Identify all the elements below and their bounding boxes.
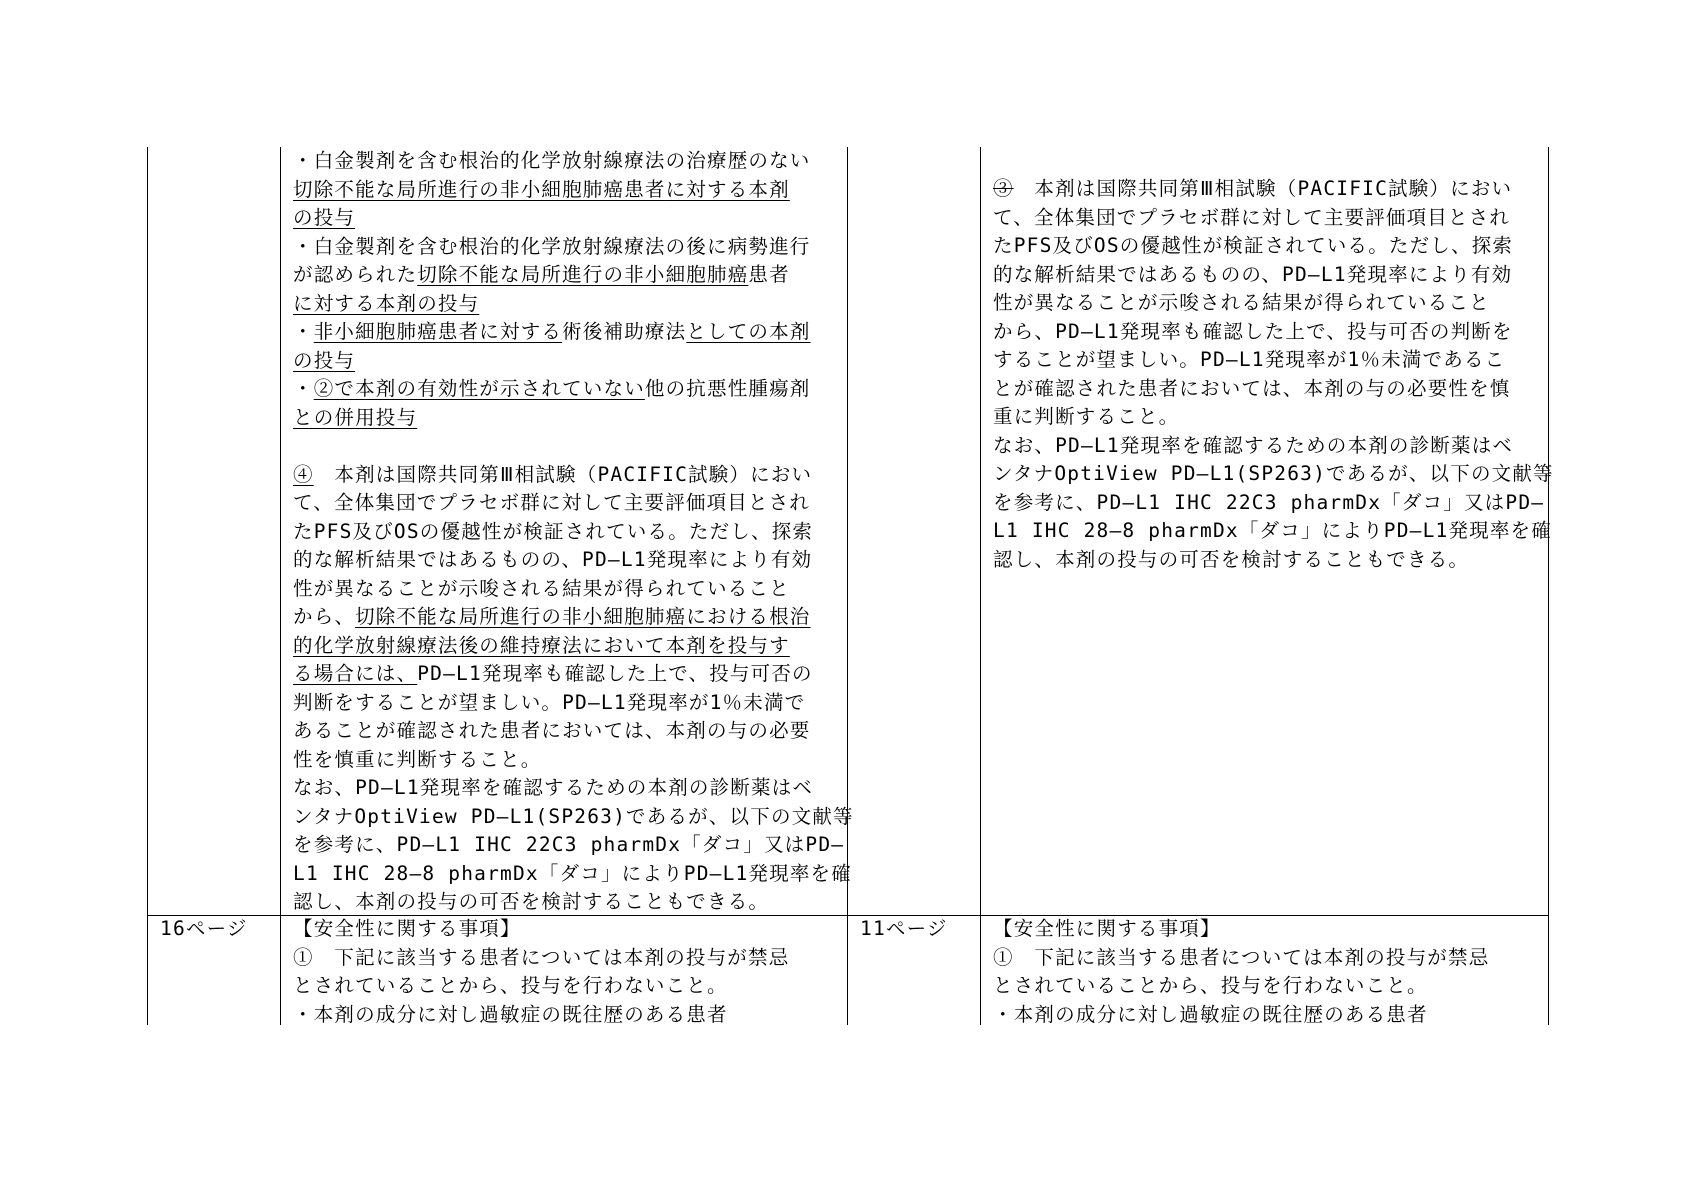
text-segment: ・: [293, 377, 314, 400]
text-line: [293, 603, 854, 632]
text-segment: ① 下記に該当する患者については本剤の投与が禁忌: [293, 945, 790, 969]
text-segment: ・白金製剤を含む根治的化学放射線療法の後に病勢進行: [293, 234, 811, 258]
text-line: [993, 517, 1554, 546]
text-line: [993, 915, 1489, 944]
text-line: [293, 204, 854, 233]
text-line: [293, 147, 854, 176]
text-line: [293, 518, 854, 547]
text-line: [293, 915, 789, 944]
text-segment: 的な解析結果ではあるものの、PD—L1発現率により有効: [293, 548, 813, 571]
text-line: [293, 176, 854, 205]
text-line: [993, 289, 1554, 318]
text-line: [293, 233, 854, 262]
text-segment: 本剤は国際共同第Ⅲ相試験（PACIFIC試験）におい: [1013, 177, 1513, 200]
text-segment: L1 IHC 28—8 pharmDx「ダコ」によりPD—L1発現率を確: [293, 861, 852, 885]
text-line: [993, 489, 1554, 518]
right-content-cell: [993, 175, 1554, 574]
text-line: [293, 546, 854, 575]
text-segment: 性を慎重に判断すること。: [293, 747, 542, 771]
text-segment: 本剤は国際共同第Ⅲ相試験（PACIFIC試験）におい: [313, 462, 813, 486]
underlined-text: に対する本剤: [665, 177, 790, 201]
text-segment: PD—L1発現率も確認した上で、投与可否の: [417, 662, 813, 685]
text-line: [993, 432, 1554, 461]
text-segment: 性が異なることが示唆される結果が得られていること: [993, 291, 1490, 314]
text-line: [293, 1001, 789, 1030]
text-segment: て、全体集団でプラセボ群に対して主要評価項目とされ: [293, 491, 811, 514]
text-line: [993, 546, 1554, 575]
text-segment: が認められた: [293, 263, 418, 286]
text-segment: 他の抗悪性腫瘍剤: [644, 377, 811, 400]
text-line: [993, 204, 1554, 233]
underlined-text: 切除不能な局所進行の非小細胞肺癌患者: [293, 177, 666, 201]
text-line: [293, 290, 854, 319]
text-line: [293, 318, 854, 347]
underlined-text: 非小細胞肺癌患者に対する: [313, 320, 563, 343]
text-segment: ・本剤の成分に対し過敏症の既往歴のある患者: [993, 1002, 1428, 1026]
text-segment: とされていることから、投与を行わないこと。: [293, 974, 728, 997]
column-divider: [280, 147, 281, 1025]
text-segment: あることが確認された患者においては、本剤の与の必要: [293, 719, 811, 742]
text-line: [293, 831, 854, 860]
text-segment: ンタナOptiView PD—L1(SP263)であるが、以下の文献等: [993, 462, 1554, 485]
text-segment: とが確認された患者においては、本剤の与の必要性を慎: [993, 376, 1511, 400]
underlined-text: 的化学放射線療法後の維持療法において本剤を投与す: [293, 633, 790, 657]
text-line: [993, 1001, 1489, 1030]
text-line: [293, 660, 854, 689]
table-border-left: [147, 147, 148, 1025]
text-line: [293, 746, 854, 775]
text-line: [993, 346, 1554, 375]
underlined-text: ②で本剤の有効性が示されていない: [313, 377, 645, 400]
text-segment: ① 下記に該当する患者については本剤の投与が禁忌: [993, 945, 1490, 969]
text-line: [293, 632, 854, 661]
text-segment: 判断をすることが望ましい。PD—L1発現率が1％未満で: [293, 690, 806, 714]
text-segment: ンタナOptiView PD—L1(SP263)であるが、以下の文献等: [293, 804, 854, 828]
text-segment: [293, 434, 306, 457]
text-segment: たPFS及びOSの優越性が検証されている。ただし、探索: [293, 519, 814, 543]
right-safety-cell: [993, 915, 1489, 1029]
left-page-label: 16ページ: [160, 917, 248, 940]
text-segment: 【安全性に関する事項】: [993, 917, 1221, 940]
text-line: [993, 232, 1554, 261]
text-segment: ・本剤の成分に対し過敏症の既往歴のある患者: [293, 1002, 728, 1026]
text-segment: たPFS及びOSの優越性が検証されている。ただし、探索: [993, 234, 1514, 257]
text-line: [293, 774, 854, 803]
text-segment: 術後補助療法: [562, 320, 687, 343]
text-segment: ・白金製剤を含む根治的化学放射線療法の治療歴のない: [293, 149, 811, 172]
text-line: [293, 717, 854, 746]
text-line: [293, 575, 854, 604]
text-segment: L1 IHC 28—8 pharmDx「ダコ」によりPD—L1発現率を確: [993, 519, 1552, 542]
column-divider: [980, 147, 981, 1025]
struck-text: ③: [993, 177, 1014, 200]
text-line: [293, 803, 854, 832]
comparison-table: [147, 147, 1554, 1026]
underlined-text: の投与: [293, 348, 356, 372]
text-line: [993, 261, 1554, 290]
text-segment: なお、PD—L1発現率を確認するための本剤の診断薬はベ: [993, 433, 1514, 457]
text-segment: から、: [293, 605, 356, 628]
text-line: [993, 375, 1554, 404]
text-segment: 性が異なることが示唆される結果が得られていること: [293, 576, 790, 600]
left-safety-cell: [293, 915, 789, 1029]
text-line: [293, 944, 789, 973]
text-segment: ・: [293, 320, 314, 343]
text-line: [993, 318, 1554, 347]
text-segment: を参考に、PD—L1 IHC 22C3 pharmDx「ダコ」又はPD—: [293, 833, 845, 856]
text-segment: 重に判断すること。: [993, 405, 1180, 428]
text-segment: 患者: [748, 263, 790, 286]
underlined-text: ④: [293, 462, 314, 486]
right-page-label: 11ページ: [860, 917, 948, 940]
underlined-text: としての本剤: [686, 320, 811, 343]
left-content-cell: [293, 147, 854, 917]
text-line: [293, 489, 854, 518]
text-segment: 【安全性に関する事項】: [293, 917, 521, 940]
text-line: [993, 403, 1554, 432]
text-line: [293, 432, 854, 461]
text-segment: 認し、本剤の投与の可否を検討することもできる。: [293, 890, 770, 913]
text-line: [293, 972, 789, 1001]
text-line: [993, 972, 1489, 1001]
text-segment: することが望ましい。PD—L1発現率が1％未満であるこ: [993, 348, 1506, 371]
text-segment: 的な解析結果ではあるものの、PD—L1発現率により有効: [993, 262, 1513, 286]
text-line: [993, 175, 1554, 204]
underlined-text: の投与: [293, 206, 356, 229]
text-segment: から、PD—L1発現率も確認した上で、投与可否の判断を: [993, 319, 1513, 343]
text-segment: とされていることから、投与を行わないこと。: [993, 974, 1428, 997]
text-line: [293, 375, 854, 404]
underlined-text: る場合には、: [293, 662, 418, 685]
text-line: [993, 944, 1489, 973]
text-line: [993, 460, 1554, 489]
text-segment: 認し、本剤の投与の可否を検討することもできる。: [993, 547, 1470, 571]
text-line: [293, 860, 854, 889]
text-segment: て、全体集団でプラセボ群に対して主要評価項目とされ: [993, 205, 1511, 229]
underlined-text: に対する本剤の投与: [293, 291, 480, 315]
underlined-text: 切除不能な局所進行の非小細胞肺癌における根治: [355, 605, 811, 628]
text-line: [293, 888, 854, 917]
text-segment: なお、PD—L1発現率を確認するための本剤の診断薬はベ: [293, 776, 814, 799]
text-line: [293, 689, 854, 718]
text-line: [293, 347, 854, 376]
text-line: [293, 461, 854, 490]
underlined-text: 切除不能な局所進行の非小細胞肺癌: [417, 263, 749, 286]
text-line: [293, 261, 854, 290]
text-segment: を参考に、PD—L1 IHC 22C3 pharmDx「ダコ」又はPD—: [993, 490, 1545, 514]
text-line: [293, 404, 854, 433]
underlined-text: との併用投与: [293, 405, 418, 429]
